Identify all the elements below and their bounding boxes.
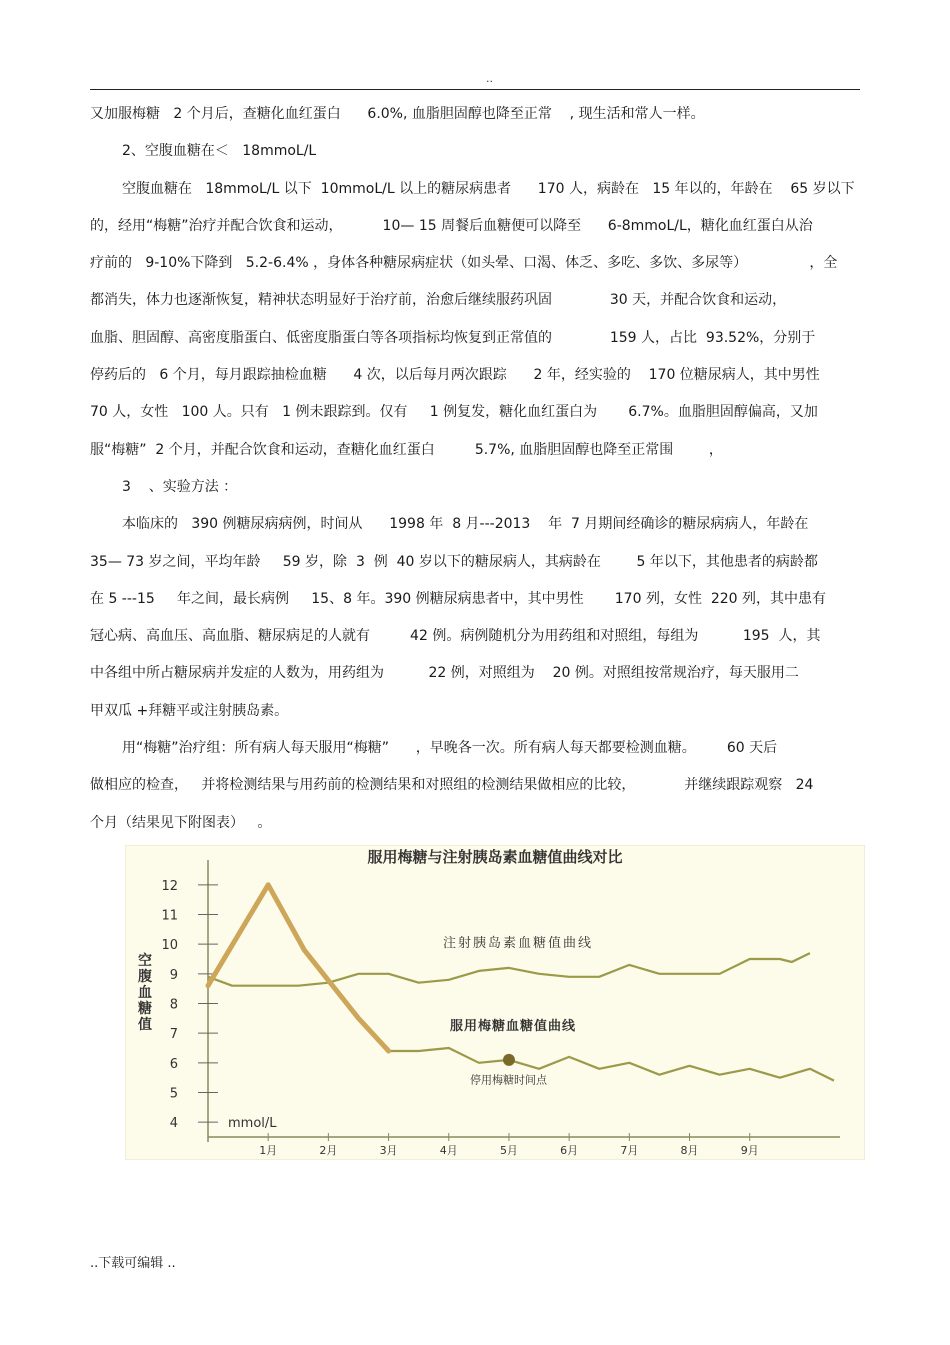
header-rule [90, 89, 860, 90]
document-body [90, 96, 860, 842]
y-tick-label: 5 [169, 1086, 178, 1102]
stop-medication-marker [503, 1054, 515, 1066]
chart-svg [125, 845, 865, 1160]
y-tick-label: 4 [169, 1116, 178, 1132]
paragraph-line: 在 5 ---15 年之间，最长病例 15、8 年。390 例糖尿病患者中，其中男性 170 列，女性 220 列，其中患有 [90, 590, 827, 607]
page-footer: ..下载可编辑 .. [90, 1256, 176, 1271]
paragraph-line: 中各组中所占糖尿病并发症的人数为，用药组为 22 例，对照组为 20 例。对照组按常规治疗，每天服用二 [90, 665, 799, 682]
chart-title: 服用梅糖与注射胰岛素血糖值曲线对比 [367, 848, 623, 866]
section-heading: 2、空腹血糖在＜ 18mmoL/L [122, 143, 317, 160]
x-tick-label: 9月 [740, 1144, 759, 1157]
marker-label: 停用梅糖时间点 [470, 1073, 547, 1087]
x-tick-label: 4月 [439, 1144, 458, 1157]
paragraph-line: 冠心病、高血压、高血脂、糖尿病足的人就有 42 例。病例随机分为用药组和对照组，每组为 195 人，其 [90, 628, 821, 645]
paragraph-line: 的，经用“梅糖”治疗并配合饮食和运动， 10— 15 周餐后血糖便可以降至 6-8mmoL/L，糖化血红蛋白从治 [90, 217, 813, 234]
paragraph-line: 70 人，女性 100 人。只有 1 例未跟踪到。仅有 1 例复发，糖化血红蛋白为 6.7%。血脂胆固醇偏高，又加 [90, 404, 818, 421]
header-dots: .. [486, 72, 493, 85]
x-tick-label: 5月 [499, 1144, 518, 1157]
y-tick-label: 7 [169, 1027, 178, 1043]
y-tick-label: 10 [161, 938, 178, 954]
x-tick-label: 1月 [259, 1144, 278, 1157]
x-tick-label: 2月 [319, 1144, 338, 1157]
y-tick-label: 8 [169, 997, 178, 1013]
y-axis-label-char: 糖 [138, 1001, 152, 1017]
chart-background [125, 845, 865, 1160]
paragraph-line: 服“梅糖” 2 个月，并配合饮食和运动，查糖化血红蛋白 5.7%, 血脂胆固醇也降至正常围 ， [90, 441, 723, 458]
paragraph-line: 个月（结果见下附图表） 。 [90, 814, 272, 831]
y-axis-label-char: 腹 [138, 969, 152, 985]
x-tick-label: 8月 [680, 1144, 699, 1157]
paragraph-line: 空腹血糖在 18mmoL/L 以下 10mmoL/L 以上的糖尿病患者 170 人，病龄在 15 年以的，年龄在 65 岁以下 [122, 180, 855, 197]
y-tick-label: 12 [161, 878, 178, 894]
series-label-insulin: 注射胰岛素血糖值曲线 [443, 936, 594, 952]
y-tick-label: 6 [169, 1056, 178, 1072]
paragraph-line: 35— 73 岁之间，平均年龄 59 岁，除 3 例 40 岁以下的糖尿病人，其病龄在 5 年以下，其他患者的病龄都 [90, 553, 818, 570]
paragraph-line: 用“梅糖”治疗组：所有病人每天服用“梅糖” ，早晚各一次。所有病人每天都要检测血糖。 60 天后 [122, 740, 778, 757]
paragraph-line: 都消失，体力也逐渐恢复，精神状态明显好于治疗前，治愈后继续服药巩固 30 天，并配合饮食和运动， [90, 292, 787, 309]
paragraph-line: 甲双瓜 +拜糖平或注射胰岛素。 [90, 702, 289, 719]
series-label-meitang: 服用梅糖血糖值曲线 [450, 1019, 577, 1035]
paragraph-line: 又加服梅糖 2 个月后，查糖化血红蛋白 6.0%, 血脂胆固醇也降至正常 , 现生活和常人一样。 [90, 106, 705, 122]
paragraph-line: 疗前的 9-10%下降到 5.2-6.4% ，身体各种糖尿病症状（如头晕、口渴、体乏、多吃、多饮、多尿等） ，全 [90, 255, 838, 272]
paragraph-line: 做相应的检查， 并将检测结果与用药前的检测结果和对照组的检测结果做相应的比较， 并继续跟踪观察 24 [90, 777, 814, 794]
section-heading: 3 、实验方法 ： [122, 478, 238, 495]
x-tick-label: 7月 [620, 1144, 639, 1157]
paragraph-line: 停药后的 6 个月，每月跟踪抽检血糖 4 次，以后每月两次跟踪 2 年，经实验的 170 位糖尿病人，其中男性 [90, 367, 820, 384]
paragraph-line: 本临床的 390 例糖尿病病例，时间从 1998 年 8 月---2013 年 7 月期间经确诊的糖尿病病人，年龄在 [122, 516, 809, 533]
y-tick-label: 11 [161, 908, 178, 924]
paragraph-line: 血脂、胆固醇、高密度脂蛋白、低密度脂蛋白等各项指标均恢复到正常值的 159 人，占比 93.52%，分别于 [90, 329, 816, 346]
x-tick-label: 6月 [560, 1144, 579, 1157]
y-tick-label: 9 [169, 967, 178, 983]
y-axis-label-char: 值 [138, 1017, 152, 1033]
y-axis-label-char: 血 [138, 985, 152, 1001]
unit-label: mmol/L [228, 1116, 277, 1132]
blood-glucose-chart [125, 845, 865, 1160]
y-axis-label-char: 空 [138, 953, 152, 969]
x-tick-label: 3月 [379, 1144, 398, 1157]
